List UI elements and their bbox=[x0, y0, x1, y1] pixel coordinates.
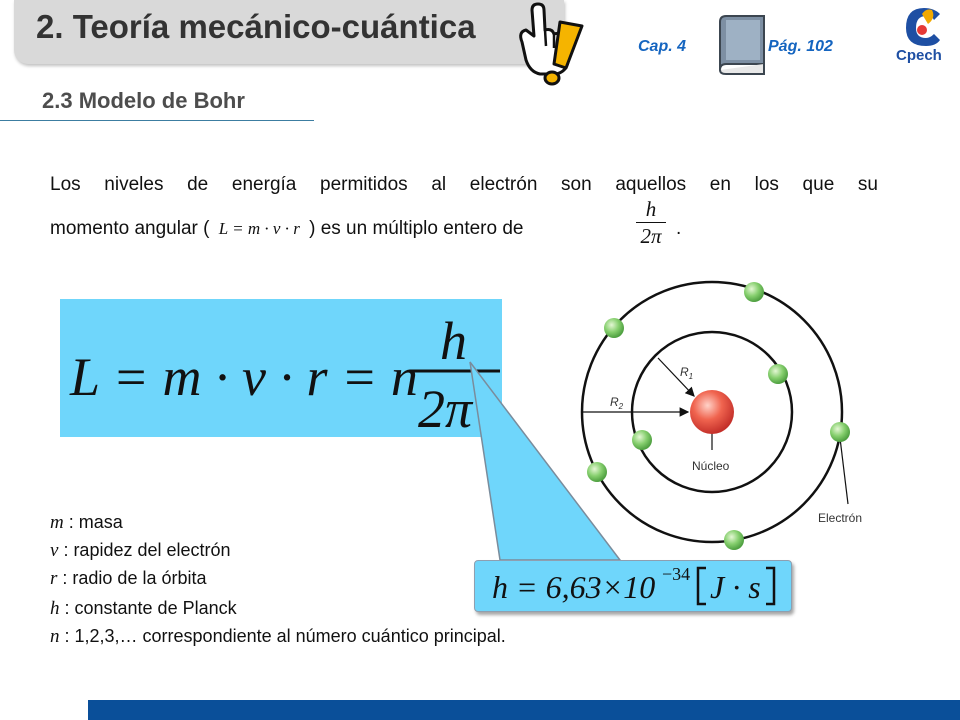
planck-formula bbox=[474, 560, 790, 610]
book-icon[interactable] bbox=[712, 12, 770, 78]
electron bbox=[744, 282, 764, 302]
label-r1: $R_1$ bbox=[680, 365, 694, 381]
variable-n: n : 1,2,3,… correspondiente al número cuántico principal. bbox=[50, 626, 506, 647]
electron bbox=[724, 530, 744, 550]
electron-label-line bbox=[840, 438, 848, 504]
electron bbox=[587, 462, 607, 482]
planck-right-bracket bbox=[766, 568, 774, 604]
formula-lhs: L = m · v · r = n bbox=[70, 347, 418, 407]
label-nucleus: Núcleo bbox=[692, 459, 730, 473]
planck-lhs: h = 6,63×10 bbox=[492, 569, 656, 605]
variable-v: v : rapidez del electrón bbox=[50, 540, 231, 561]
paragraph-line-2 bbox=[50, 218, 878, 240]
fraction-bar bbox=[636, 222, 666, 223]
logo-text: Cpech bbox=[896, 47, 942, 64]
cpech-logo bbox=[892, 4, 952, 64]
footer-bar bbox=[88, 700, 960, 720]
electron bbox=[604, 318, 624, 338]
page-title: 2. Teoría mecánico-cuántica bbox=[36, 8, 476, 45]
section-subtitle: 2.3 Modelo de Bohr bbox=[42, 88, 245, 113]
chapter-label: Cap. 4 bbox=[638, 38, 687, 55]
planck-exponent: −34 bbox=[662, 564, 691, 584]
electron bbox=[830, 422, 850, 442]
label-electron: Electrón bbox=[818, 511, 863, 525]
exclamation-icon bbox=[534, 20, 584, 86]
electron bbox=[632, 430, 652, 450]
paragraph-period: . bbox=[676, 218, 682, 239]
main-formula bbox=[60, 299, 502, 437]
fraction-denominator: 2π bbox=[640, 224, 662, 248]
electron bbox=[768, 364, 788, 384]
inline-formula: L = m · v · r bbox=[218, 219, 300, 238]
page-label: Pág. 102 bbox=[768, 38, 833, 55]
variable-r: r : radio de la órbita bbox=[50, 568, 207, 589]
fraction-numerator: h bbox=[645, 197, 657, 221]
planck-units: J · s bbox=[710, 569, 761, 605]
label-r2: $R_2$ bbox=[610, 395, 624, 411]
bohr-model-diagram bbox=[560, 270, 890, 560]
inline-fraction bbox=[636, 198, 666, 247]
variable-h: h : constante de Planck bbox=[50, 598, 237, 619]
paragraph-line-1: Los niveles de energía permitidos al electrón son aquellos en los que su bbox=[50, 174, 878, 195]
formula-denominator: 2π bbox=[418, 379, 473, 437]
subtitle-underline bbox=[0, 120, 314, 121]
formula-numerator: h bbox=[440, 311, 467, 371]
paragraph-text-start: momento angular ( bbox=[50, 218, 210, 239]
paragraph-text-mid: ) es un múltiplo entero de bbox=[309, 218, 524, 239]
planck-left-bracket bbox=[698, 568, 706, 604]
variable-m: m : masa bbox=[50, 512, 123, 533]
nucleus bbox=[690, 390, 734, 434]
